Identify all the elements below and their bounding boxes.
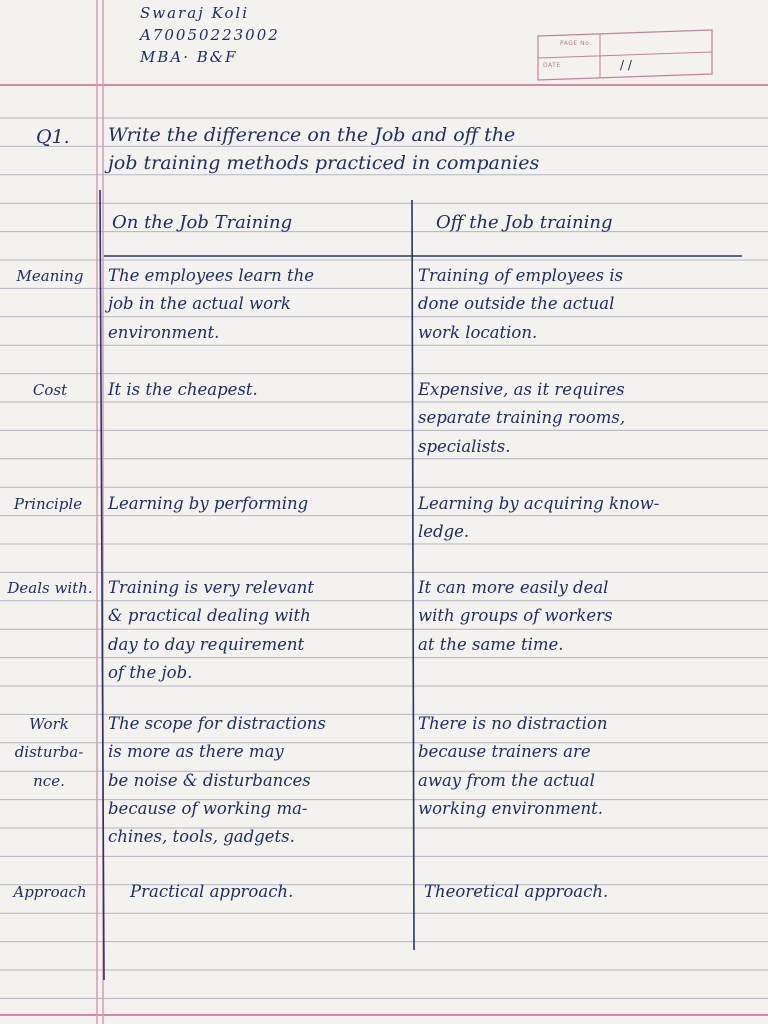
on-work-line-3: be noise & disturbances (108, 771, 311, 790)
on-principle-line-1: Learning by performing (108, 494, 309, 513)
off-work-line-1: There is no distraction (418, 714, 608, 733)
roll-number: A70050223002 (140, 26, 280, 44)
on-work-line-1: The scope for distractions (108, 714, 326, 733)
off-work-line-3: away from the actual (418, 771, 595, 790)
on-meaning-line-3: environment. (108, 323, 220, 342)
on-work-line-5: chines, tools, gadgets. (108, 827, 295, 846)
date-label: DATE (543, 62, 561, 69)
off-approach-line-1: Theoretical approach. (424, 882, 609, 901)
on-deals-line-1: Training is very relevant (108, 578, 314, 597)
on-work-line-4: because of working ma- (108, 799, 308, 818)
col-header-on-the-job: On the Job Training (112, 212, 293, 233)
row-label-meaning: Meaning (16, 267, 84, 285)
off-work-line-2: because trainers are (418, 742, 591, 761)
off-principle-line-1: Learning by acquiring know- (418, 494, 660, 513)
off-deals-line-3: at the same time. (418, 635, 564, 654)
on-meaning-line-1: The employees learn the (108, 266, 315, 285)
on-deals-line-4: of the job. (108, 663, 193, 682)
off-deals-line-1: It can more easily deal (418, 578, 609, 597)
date-value: / / (620, 58, 632, 72)
off-meaning-line-1: Training of employees is (418, 266, 624, 285)
off-meaning-line-3: work location. (418, 323, 538, 342)
off-work-line-4: working environment. (418, 799, 604, 818)
on-work-line-2: is more as there may (108, 742, 284, 761)
off-cost-line-1: Expensive, as it requires (418, 380, 625, 399)
off-cost-line-3: specialists. (418, 437, 511, 456)
on-deals-line-2: & practical dealing with (108, 606, 311, 625)
off-cost-line-2: separate training rooms, (418, 408, 626, 427)
row-label-work-disturbance: Work disturba-nce. (14, 715, 84, 790)
off-principle-line-2: ledge. (418, 522, 470, 541)
on-cost-line-1: It is the cheapest. (108, 380, 258, 399)
on-approach-line-1: Practical approach. (130, 882, 294, 901)
row-label-deals-with: Deals with. (7, 579, 93, 597)
question-line-1: Write the difference on the Job and off the (108, 124, 516, 146)
off-meaning-line-2: done outside the actual (418, 294, 615, 313)
question-line-2: job training methods practiced in companies (108, 152, 540, 174)
row-label-principle: Principle (13, 495, 83, 513)
page-no-label: PAGE No. (560, 40, 592, 47)
on-deals-line-3: day to day requirement (108, 635, 305, 654)
row-label-approach: Approach (13, 883, 87, 901)
col-header-off-the-job: Off the Job training (436, 212, 613, 233)
student-name: Swaraj Koli (140, 4, 250, 22)
on-meaning-line-2: job in the actual work (108, 294, 291, 313)
program: MBA· B&F (140, 48, 238, 66)
row-label-cost: Cost (32, 381, 68, 399)
question-number: Q1. (36, 126, 70, 148)
off-deals-line-2: with groups of workers (418, 606, 613, 625)
